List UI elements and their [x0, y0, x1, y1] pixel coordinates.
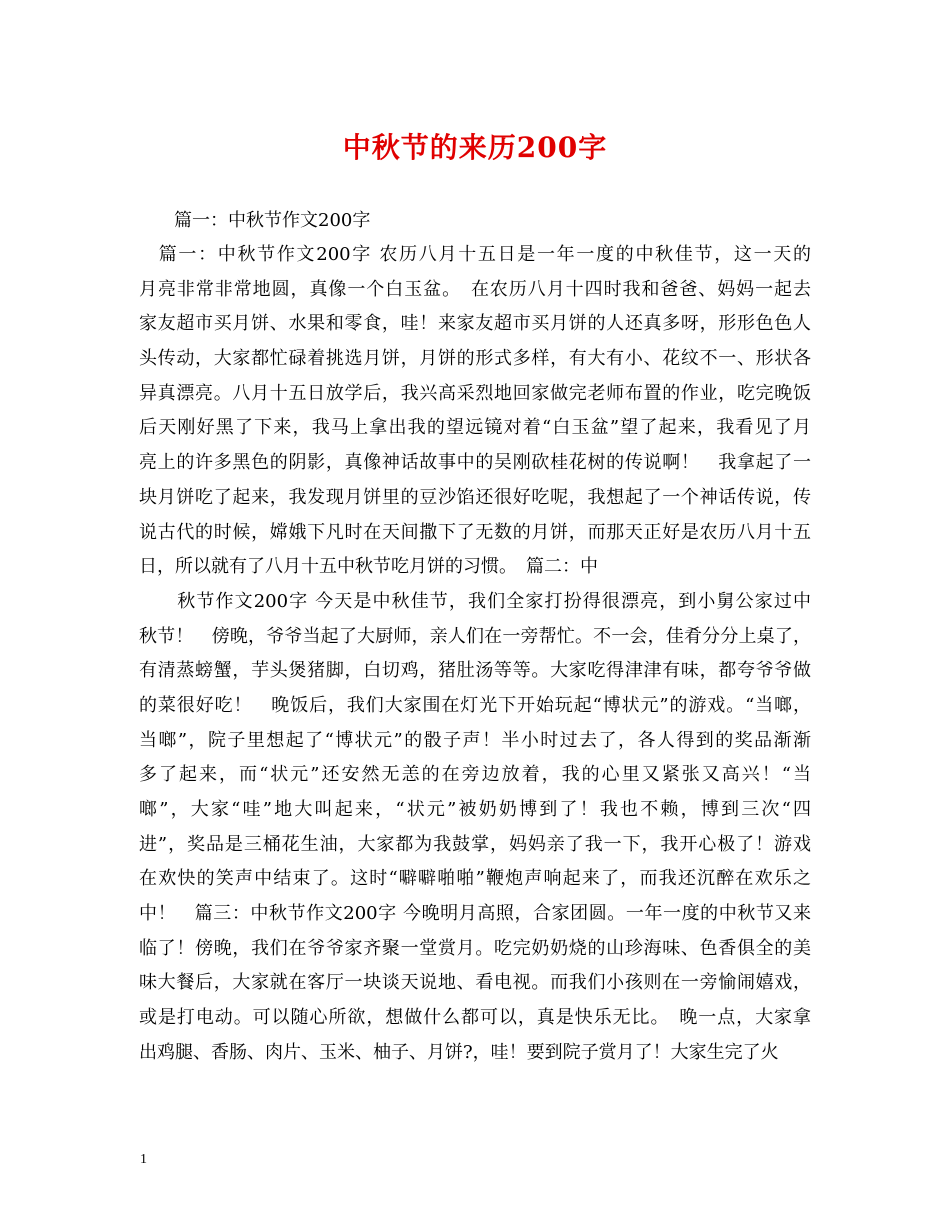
text-line: 临了！傍晚，我们在爷爷家齐聚一堂赏月。吃完奶奶烧的山珍海味、色香俱全的美 [139, 937, 811, 959]
text-line: 中！ 篇三：中秋节作文200字 今晚明月高照，合家团圆。一年一度的中秋节又来 [139, 903, 811, 925]
text-line: 当啷”，院子里想起了“博状元”的骰子声！半小时过去了，各人得到的奖品渐渐 [139, 729, 811, 751]
text-line: 后天刚好黑了下来，我马上拿出我的望远镜对着“白玉盆”望了起来，我看见了月 [139, 417, 811, 439]
text-line: 说古代的时候，嫦娥下凡时在天间撒下了无数的月饼，而那天正好是农历八月十五 [139, 521, 811, 543]
text-line: 块月饼吃了起来，我发现月饼里的豆沙馅还很好吃呢，我想起了一个神话传说，传 [139, 486, 811, 508]
text-line: 异真漂亮。八月十五日放学后，我兴高采烈地回家做完老师布置的作业，吃完晚饭 [139, 382, 811, 404]
page-number: 1 [140, 1152, 147, 1167]
text-line: 有清蒸螃蟹，芋头煲猪脚，白切鸡，猪肚汤等等。大家吃得津津有味，都夸爷爷做 [139, 660, 811, 682]
section-heading: 篇一：中秋节作文200字 [174, 210, 371, 231]
document-title: 中秋节的来历200字 [342, 131, 608, 164]
text-line: 篇一：中秋节作文200字 农历八月十五日是一年一度的中秋佳节，这一天的 [139, 244, 811, 265]
text-line: 日，所以就有了八月十五中秋节吃月饼的习惯。 篇二：中 [139, 556, 598, 578]
text-line: 多了起来，而“状元”还安然无恙的在旁边放着，我的心里又紧张又高兴！“当 [139, 764, 811, 786]
text-line: 秋节！ 傍晚，爷爷当起了大厨师，亲人们在一旁帮忙。不一会，佳肴分分上桌了， [139, 625, 811, 647]
text-line: 味大餐后，大家就在客厅一块谈天说地、看电视。而我们小孩则在一旁愉闹嬉戏， [139, 972, 811, 994]
text-line: 亮上的许多黑色的阴影，真像神话故事中的吴刚砍桂花树的传说啊！ 我拿起了一 [139, 452, 811, 474]
text-line: 家友超市买月饼、水果和零食，哇！来家友超市买月饼的人还真多呀，形形色色人 [139, 313, 811, 335]
text-line: 的菜很好吃！ 晚饭后，我们大家围在灯光下开始玩起“博状元”的游戏。“当啷， [139, 694, 811, 716]
text-line: 月亮非常非常地圆，真像一个白玉盆。 在农历八月十四时我和爸爸、妈妈一起去 [139, 278, 811, 300]
text-line: 出鸡腿、香肠、肉片、玉米、柚子、月饼?，哇！要到院子赏月了！大家生完了火 [139, 1041, 779, 1063]
text-line: 在欢快的笑声中结束了。这时“噼噼啪啪”鞭炮声响起来了，而我还沉醉在欢乐之 [139, 868, 811, 890]
text-line: 头传动，大家都忙碌着挑选月饼，月饼的形式多样，有大有小、花纹不一、形状各 [139, 348, 811, 370]
text-line: 或是打电动。可以随心所欲，想做什么都可以，真是快乐无比。 晚一点，大家拿 [139, 1007, 811, 1029]
text-line: 啷”，大家“哇”地大叫起来，“状元”被奶奶博到了！我也不赖，博到三次“四 [139, 799, 811, 820]
text-line: 秋节作文200字 今天是中秋佳节，我们全家打扮得很漂亮，到小舅公家过中 [139, 590, 811, 612]
body-text [139, 238, 811, 1071]
text-line: 进”，奖品是三桶花生油，大家都为我鼓掌，妈妈亲了我一下，我开心极了！游戏 [139, 833, 811, 855]
